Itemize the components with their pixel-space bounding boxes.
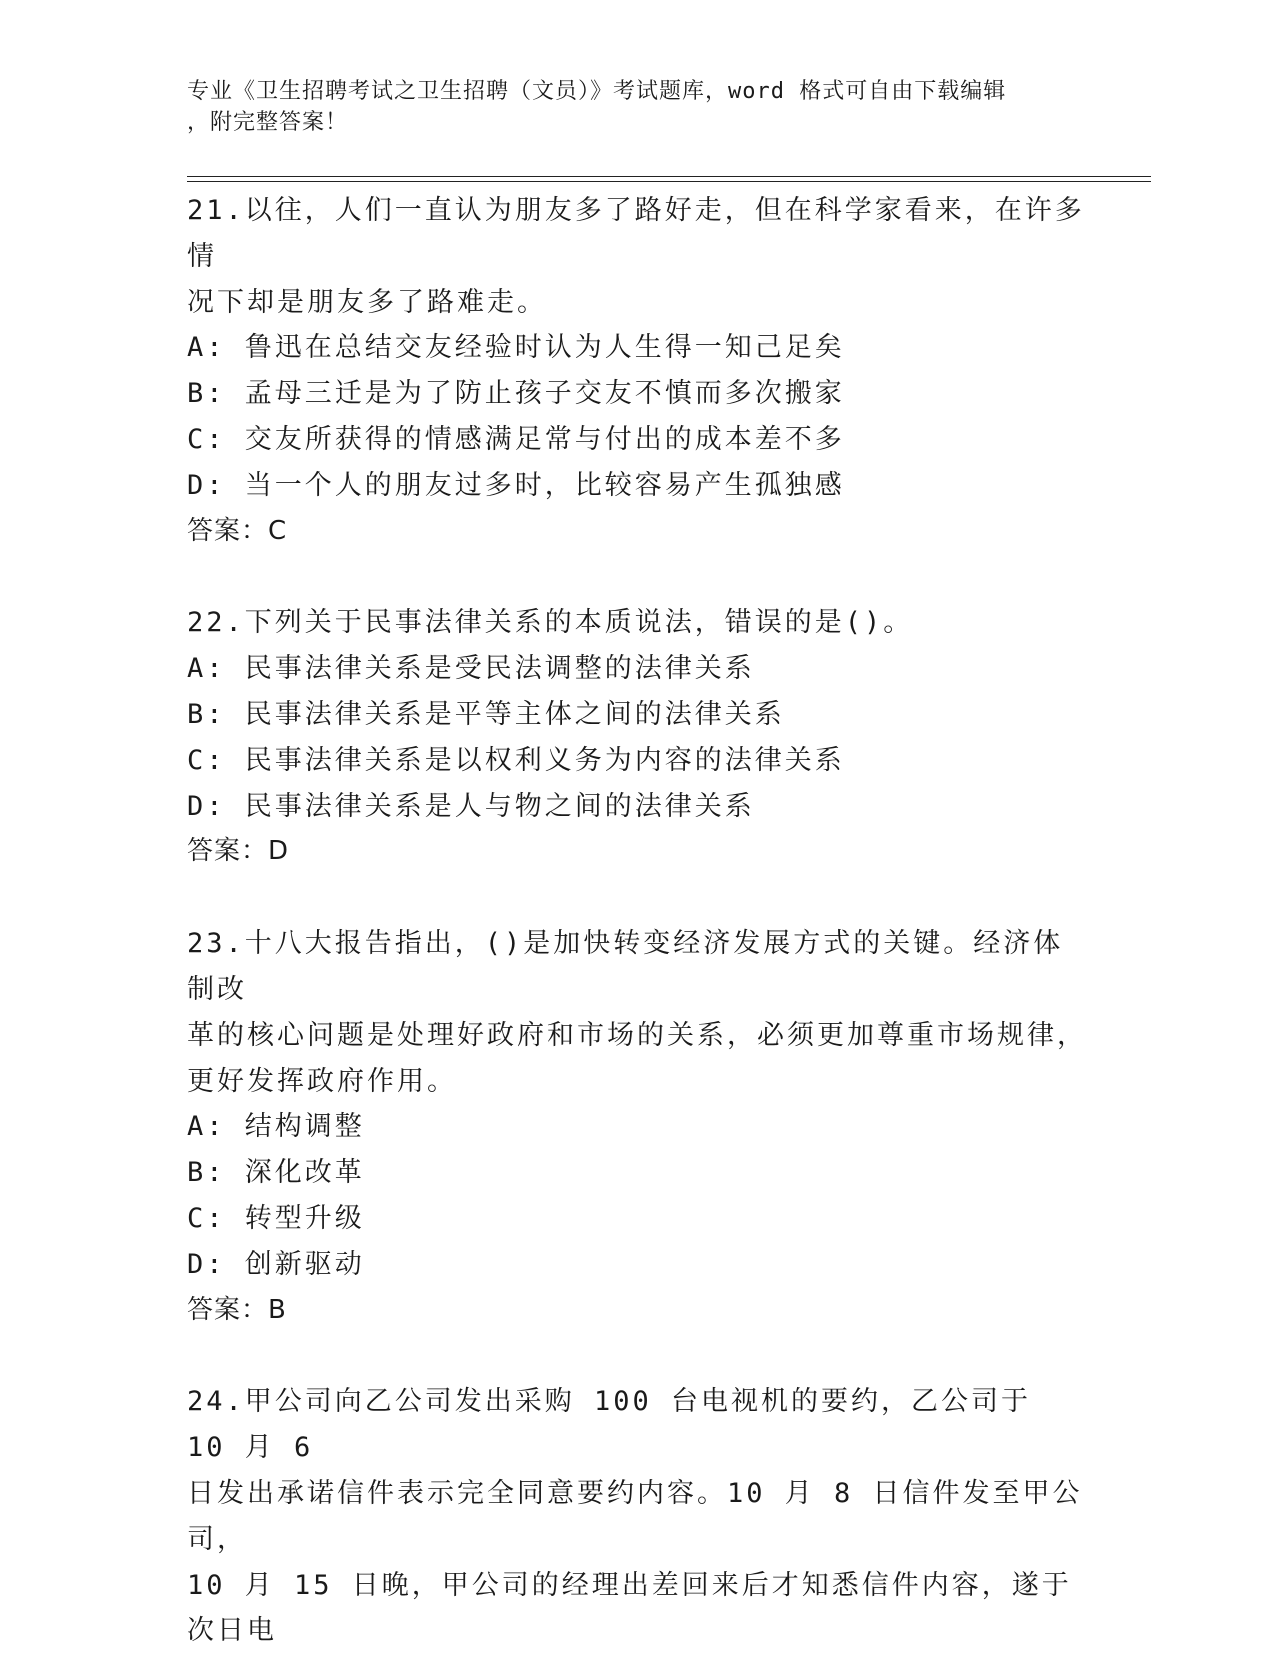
option-c: C: 交友所获得的情感满足常与付出的成本差不多 — [187, 423, 845, 455]
spacer — [187, 875, 1087, 921]
header-rule-bottom — [187, 181, 1151, 182]
header-rule-top — [187, 176, 1151, 177]
question-text-line: 22.下列关于民事法律关系的本质说法，错误的是()。 — [187, 607, 914, 639]
question-text-line: 21.以往，人们一直认为朋友多了路好走，但在科学家看来，在许多情 — [187, 195, 1085, 272]
question-text-line: 10 月 15 日晚，甲公司的经理出差回来后才知悉信件内容，遂于次日电 — [187, 1569, 1072, 1647]
option-a: A: 鲁迅在总结交友经验时认为人生得一知己足矣 — [187, 332, 845, 364]
option-d: D: 当一个人的朋友过多时，比较容易产生孤独感 — [187, 469, 845, 501]
header-line-1: 专业《卫生招聘考试之卫生招聘（文员）》考试题库，word 格式可自由下载编辑 — [187, 79, 1007, 104]
document-header — [187, 76, 1067, 138]
question-text-line: 革的核心问题是处理好政府和市场的关系，必须更加尊重市场规律， — [187, 1019, 1087, 1051]
question-text-line: 24.甲公司向乙公司发出采购 100 台电视机的要约，乙公司于 10 月 6 — [187, 1386, 1051, 1464]
answer-label: 答案：B — [187, 1294, 287, 1325]
question-list — [187, 188, 1087, 1654]
question-text-line: 更好发挥政府作用。 — [187, 1065, 457, 1097]
option-d: D: 民事法律关系是人与物之间的法律关系 — [187, 790, 755, 822]
option-b: B: 民事法律关系是平等主体之间的法律关系 — [187, 698, 785, 730]
spacer — [187, 1333, 1087, 1379]
option-c: C: 民事法律关系是以权利义务为内容的法律关系 — [187, 744, 845, 776]
question-text-line: 况下却是朋友多了路难走。 — [187, 286, 547, 318]
question-23 — [187, 921, 1087, 1333]
question-24 — [187, 1379, 1087, 1654]
option-d: D: 创新驱动 — [187, 1248, 365, 1280]
question-text-line: 日发出承诺信件表示完全同意要约内容。10 月 8 日信件发至甲公司， — [187, 1477, 1083, 1555]
option-b: B: 深化改革 — [187, 1157, 365, 1189]
answer-label: 答案：C — [187, 515, 288, 546]
option-c: C: 转型升级 — [187, 1202, 365, 1234]
spacer — [187, 554, 1087, 600]
question-22 — [187, 600, 1087, 875]
question-21 — [187, 188, 1087, 554]
question-text-line: 23.十八大报告指出，()是加快转变经济发展方式的关键。经济体制改 — [187, 928, 1064, 1005]
option-a: A: 结构调整 — [187, 1111, 365, 1143]
answer-label: 答案：D — [187, 836, 290, 867]
header-line-2: ，附完整答案！ — [187, 110, 349, 135]
option-a: A: 民事法律关系是受民法调整的法律关系 — [187, 653, 755, 685]
option-b: B: 孟母三迁是为了防止孩子交友不慎而多次搬家 — [187, 378, 845, 410]
